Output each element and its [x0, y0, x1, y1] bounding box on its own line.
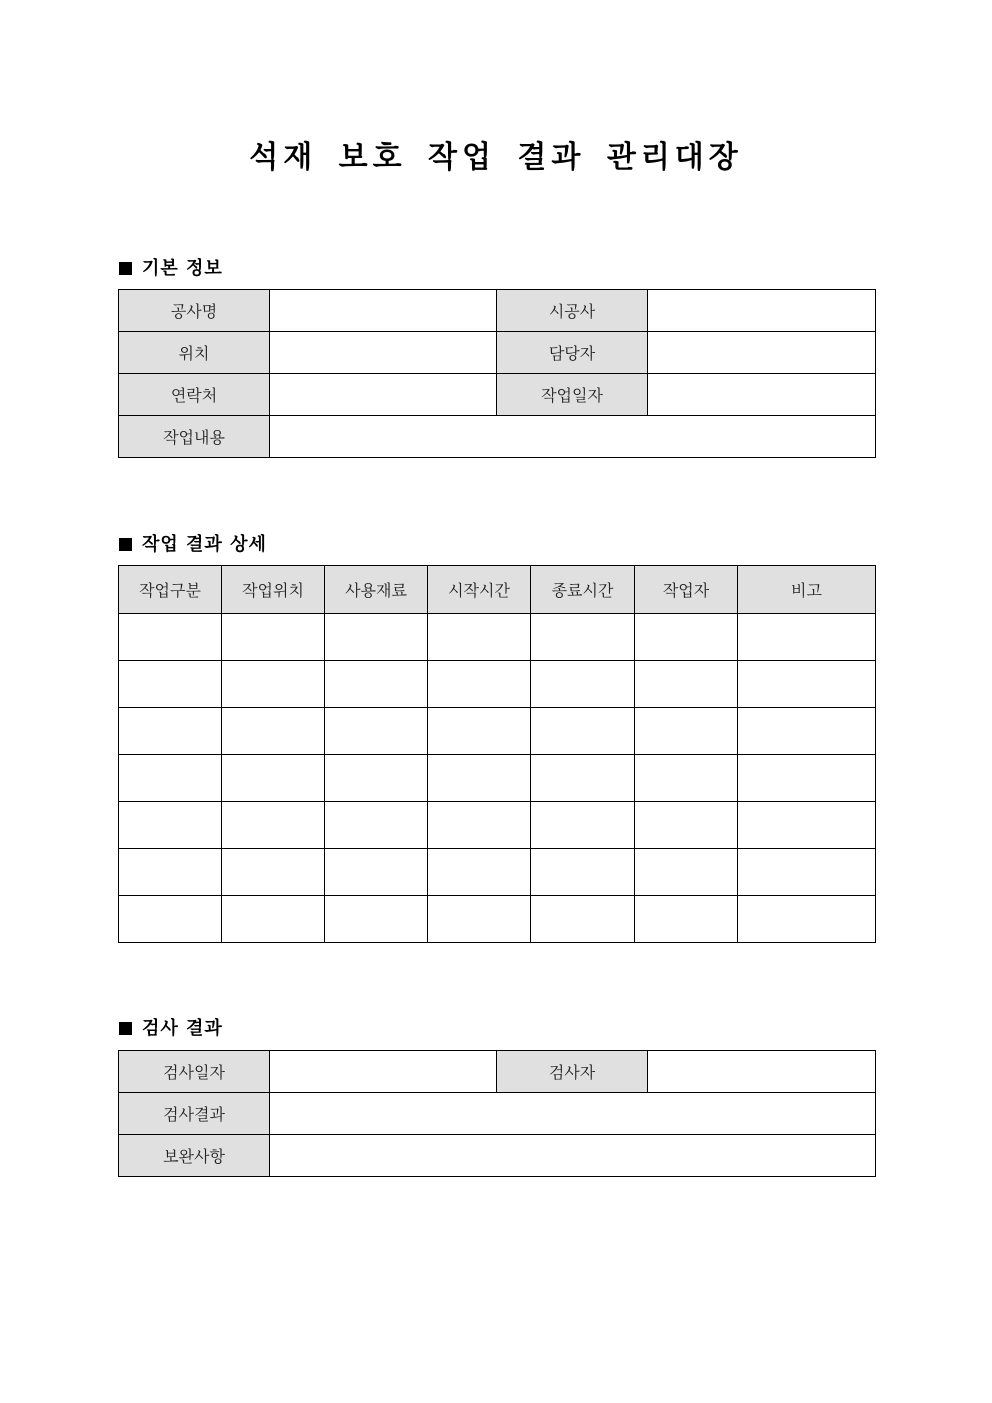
- contact-field[interactable]: [270, 374, 497, 416]
- manager-field[interactable]: [648, 332, 876, 374]
- table-cell[interactable]: [428, 614, 531, 661]
- table-row: [119, 614, 876, 661]
- inspection-table: [118, 1050, 876, 1177]
- work-date-field[interactable]: [648, 374, 876, 416]
- table-cell[interactable]: [738, 708, 876, 755]
- inspection-date-label: 검사일자: [119, 1051, 270, 1093]
- inspection-date-field[interactable]: [270, 1051, 497, 1093]
- work-detail-heading: [119, 530, 267, 556]
- contact-label: 연락처: [119, 374, 270, 416]
- table-cell[interactable]: [635, 614, 738, 661]
- table-cell[interactable]: [738, 755, 876, 802]
- table-cell[interactable]: [428, 802, 531, 849]
- project-name-label: 공사명: [119, 290, 270, 332]
- table-cell[interactable]: [531, 661, 635, 708]
- basic-info-heading: [119, 254, 223, 280]
- table-cell[interactable]: [325, 849, 428, 896]
- table-cell[interactable]: [222, 708, 325, 755]
- table-cell[interactable]: [635, 755, 738, 802]
- table-row: [119, 1135, 876, 1177]
- table-cell[interactable]: [325, 896, 428, 943]
- location-field[interactable]: [270, 332, 497, 374]
- contractor-field[interactable]: [648, 290, 876, 332]
- table-cell[interactable]: [635, 802, 738, 849]
- table-row: [119, 1093, 876, 1135]
- table-cell[interactable]: [531, 614, 635, 661]
- table-header-row: [119, 566, 876, 614]
- table-cell[interactable]: [531, 708, 635, 755]
- column-header-start-time: 시작시간: [428, 566, 531, 614]
- table-cell[interactable]: [531, 849, 635, 896]
- table-cell[interactable]: [222, 614, 325, 661]
- column-header-work-location: 작업위치: [222, 566, 325, 614]
- column-header-work-type: 작업구분: [119, 566, 222, 614]
- table-cell[interactable]: [119, 896, 222, 943]
- table-row: [119, 802, 876, 849]
- inspection-heading-text: 검사 결과: [142, 1018, 223, 1039]
- basic-info-heading-text: 기본 정보: [142, 258, 223, 279]
- table-cell[interactable]: [325, 708, 428, 755]
- table-cell[interactable]: [119, 755, 222, 802]
- table-row: [119, 332, 876, 374]
- table-cell[interactable]: [222, 661, 325, 708]
- column-header-remarks: 비고: [738, 566, 876, 614]
- table-row: [119, 708, 876, 755]
- table-cell[interactable]: [738, 661, 876, 708]
- table-cell[interactable]: [222, 849, 325, 896]
- remedy-field[interactable]: [270, 1135, 876, 1177]
- location-label: 위치: [119, 332, 270, 374]
- work-detail-body: [119, 614, 876, 943]
- document-title: 석재 보호 작업 결과 관리대장: [249, 140, 743, 175]
- table-cell[interactable]: [325, 755, 428, 802]
- table-cell[interactable]: [222, 896, 325, 943]
- table-cell[interactable]: [428, 708, 531, 755]
- table-cell[interactable]: [325, 802, 428, 849]
- table-cell[interactable]: [119, 661, 222, 708]
- table-cell[interactable]: [119, 614, 222, 661]
- square-bullet-icon: [119, 262, 132, 275]
- square-bullet-icon: [119, 538, 132, 551]
- table-cell[interactable]: [635, 708, 738, 755]
- work-detail-table: [118, 565, 876, 943]
- work-detail-heading-text: 작업 결과 상세: [142, 534, 267, 555]
- table-row: [119, 416, 876, 458]
- table-cell[interactable]: [531, 896, 635, 943]
- table-row: [119, 374, 876, 416]
- table-cell[interactable]: [635, 849, 738, 896]
- table-cell[interactable]: [635, 661, 738, 708]
- table-cell[interactable]: [428, 849, 531, 896]
- inspection-heading: [119, 1014, 223, 1040]
- table-cell[interactable]: [119, 849, 222, 896]
- table-row: [119, 290, 876, 332]
- table-cell[interactable]: [428, 896, 531, 943]
- basic-info-table: [118, 289, 876, 458]
- table-cell[interactable]: [531, 802, 635, 849]
- table-cell[interactable]: [119, 802, 222, 849]
- table-row: [119, 896, 876, 943]
- table-cell[interactable]: [738, 849, 876, 896]
- work-content-field[interactable]: [270, 416, 876, 458]
- table-cell[interactable]: [635, 896, 738, 943]
- table-cell[interactable]: [222, 802, 325, 849]
- square-bullet-icon: [119, 1022, 132, 1035]
- remedy-label: 보완사항: [119, 1135, 270, 1177]
- table-row: [119, 849, 876, 896]
- inspection-result-label: 검사결과: [119, 1093, 270, 1135]
- table-cell[interactable]: [738, 896, 876, 943]
- table-cell[interactable]: [325, 614, 428, 661]
- table-cell[interactable]: [325, 661, 428, 708]
- table-row: [119, 755, 876, 802]
- column-header-end-time: 종료시간: [531, 566, 635, 614]
- table-cell[interactable]: [738, 614, 876, 661]
- table-cell[interactable]: [738, 802, 876, 849]
- inspection-result-field[interactable]: [270, 1093, 876, 1135]
- table-cell[interactable]: [428, 661, 531, 708]
- work-date-label: 작업일자: [497, 374, 648, 416]
- table-cell[interactable]: [119, 708, 222, 755]
- column-header-worker: 작업자: [635, 566, 738, 614]
- inspector-label: 검사자: [497, 1051, 648, 1093]
- work-content-label: 작업내용: [119, 416, 270, 458]
- table-row: [119, 1051, 876, 1093]
- manager-label: 담당자: [497, 332, 648, 374]
- project-name-field[interactable]: [270, 290, 497, 332]
- column-header-materials: 사용재료: [325, 566, 428, 614]
- table-cell[interactable]: [428, 755, 531, 802]
- inspector-field[interactable]: [648, 1051, 876, 1093]
- contractor-label: 시공사: [497, 290, 648, 332]
- table-row: [119, 661, 876, 708]
- table-cell[interactable]: [222, 755, 325, 802]
- table-cell[interactable]: [531, 755, 635, 802]
